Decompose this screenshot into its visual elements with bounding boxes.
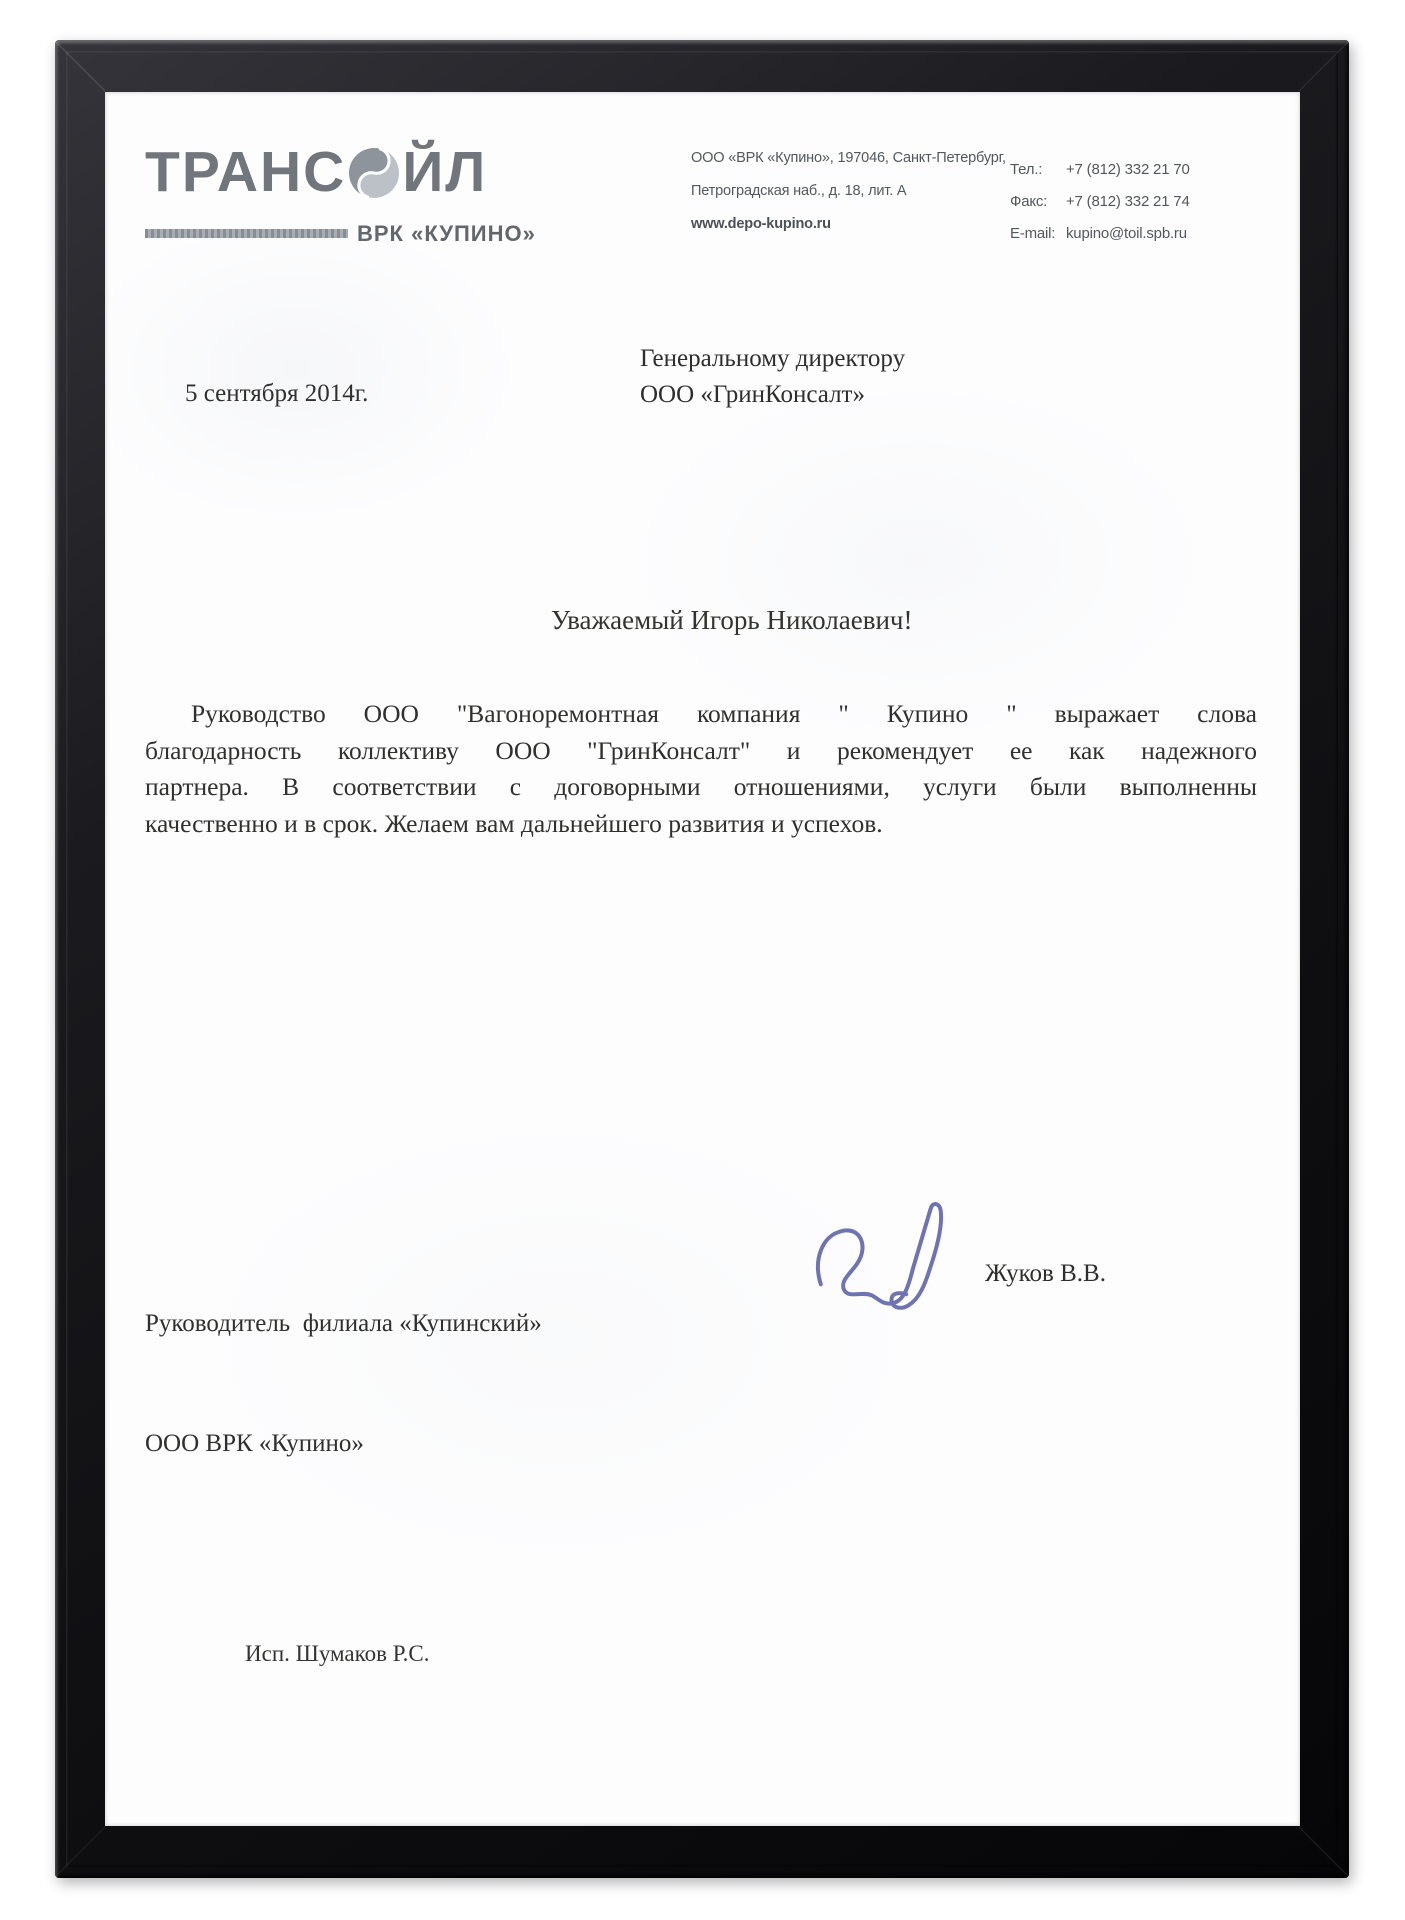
logo-subtitle-row <box>145 222 536 244</box>
company-contact-block <box>691 141 1006 240</box>
website-link: www.depo-kupino.ru <box>691 215 831 232</box>
addressee-block <box>640 341 905 413</box>
company-phones-block <box>1010 154 1190 250</box>
address-line-1: ООО «ВРК «Купино», 197046, Санкт-Петербург, <box>691 149 1006 166</box>
transoil-swirl-icon <box>343 142 405 204</box>
fax-row <box>1010 186 1190 218</box>
salutation: Уважаемый Игорь Николаевич! <box>551 605 913 635</box>
transoil-logo <box>145 140 488 204</box>
frame-miter-bottom-left <box>55 1826 105 1878</box>
picture-frame <box>55 40 1349 1878</box>
signer-name: Жуков В.В. <box>985 1260 1106 1287</box>
address-line-2: Петроградская наб., д. 18, лит. А <box>691 182 907 199</box>
logo-text-part2: ЙЛ <box>402 140 488 204</box>
frame-miter-top-right <box>1299 40 1349 92</box>
logo-text-part1: ТРАНС <box>145 140 347 204</box>
body-line: Руководство ООО "Вагоноремонтная компания " Купино " выражает слова <box>191 699 1257 728</box>
letter-date: 5 сентября 2014г. <box>185 380 369 407</box>
signoff-block <box>145 1224 542 1544</box>
tel-value: +7 (812) 332 21 70 <box>1066 161 1190 178</box>
email-row <box>1010 218 1190 250</box>
body-line: благодарность коллективу ООО "ГринКонсалт" и рекомендует ее как надежного <box>145 735 1257 765</box>
handwritten-signature <box>805 1200 983 1322</box>
fax-label: Факс: <box>1010 193 1048 210</box>
letter-body <box>145 696 1257 842</box>
body-line: партнера. В соответствии с договорными отношениями, услуги были выполненны <box>145 772 1257 801</box>
addressee-line-1: Генеральному директору <box>640 345 906 372</box>
executor-line: Исп. Шумаков Р.С. <box>245 1641 430 1666</box>
tel-label: Тел.: <box>1010 161 1043 178</box>
email-value: kupino@toil.spb.ru <box>1066 225 1187 242</box>
email-label: E-mail: <box>1010 225 1056 242</box>
fax-value: +7 (812) 332 21 74 <box>1066 193 1190 210</box>
phone-row <box>1010 154 1190 186</box>
body-line: качественно и в срок. Желаем вам дальнейшего развития и успехов. <box>145 808 883 838</box>
signoff-title-line-1: Руководитель филиала «Купинский» <box>145 1310 542 1337</box>
logo-underline-bar <box>145 229 348 238</box>
signoff-title-line-2: ООО ВРК «Купино» <box>145 1430 364 1457</box>
frame-miter-top-left <box>55 40 105 92</box>
addressee-line-2: ООО «ГринКонсалт» <box>640 381 865 408</box>
letter-paper <box>105 92 1300 1826</box>
frame-miter-bottom-right <box>1299 1826 1349 1878</box>
logo-subtitle: ВРК «КУПИНО» <box>357 221 536 246</box>
